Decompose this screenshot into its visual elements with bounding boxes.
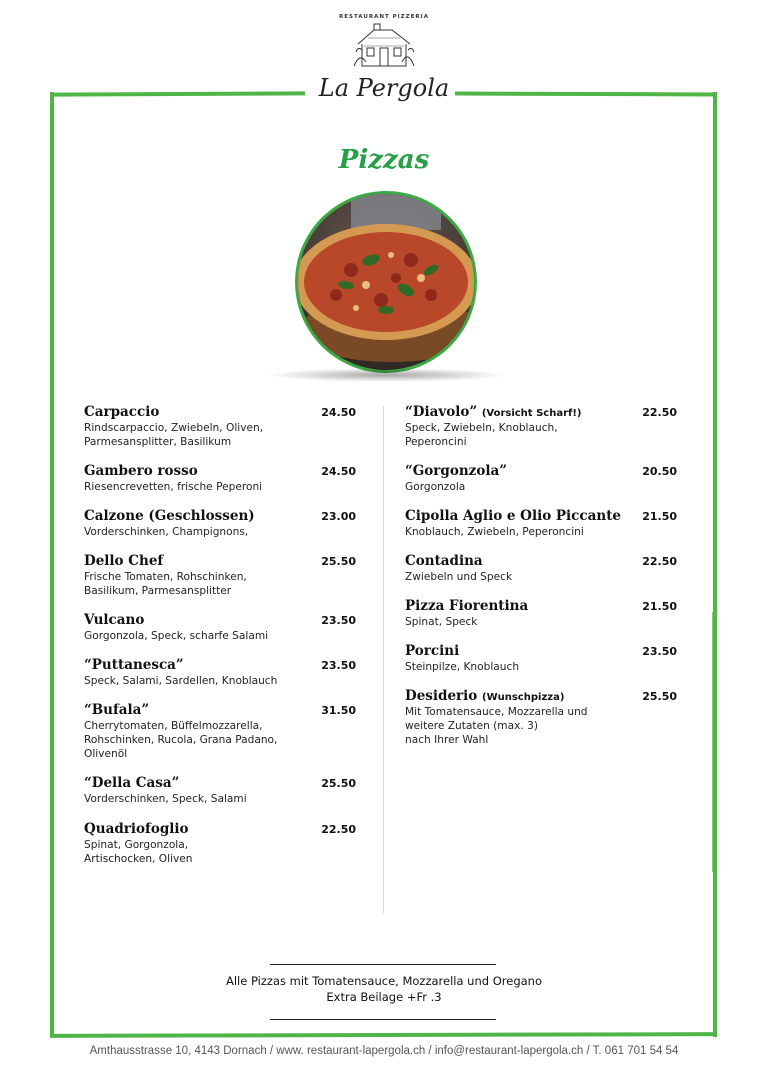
- item-price: 22.50: [642, 555, 677, 568]
- house-illustration-icon: [352, 22, 416, 68]
- pizza-photo: [281, 190, 491, 385]
- item-name: “Diavolo”: [405, 404, 478, 420]
- contact-address: Amthausstrasse 10, 4143 Dornach / www. restaurant-lapergola.ch / info@restaurant-lapergola.ch / T. 061 701 54 54: [89, 1045, 679, 1057]
- item-name: Pizza Fiorentina: [405, 598, 529, 614]
- logo-subtitle: RESTAURANT PIZZERIA: [339, 14, 429, 20]
- item-description: Speck, Zwiebeln, Knoblauch, Peperoncini: [405, 422, 558, 448]
- item-name: Contadina: [405, 553, 483, 569]
- page-title: Pizzas: [338, 145, 430, 175]
- item-name: “Bufala”: [84, 702, 150, 718]
- frame-top-left: [50, 91, 305, 96]
- item-description: Spinat, Speck: [405, 616, 478, 628]
- item-description: Steinpilze, Knoblauch: [405, 661, 520, 673]
- frame-right-stroke: [712, 612, 714, 872]
- item-price: 21.50: [642, 510, 677, 523]
- item-name: “Gorgonzola”: [405, 463, 507, 479]
- item-name-wrap: [405, 404, 581, 420]
- item-price: 23.50: [321, 659, 356, 672]
- item-note: (Vorsicht Scharf!): [481, 408, 582, 419]
- item-description: Vorderschinken, Speck, Salami: [84, 793, 247, 805]
- item-name: Gambero rosso: [84, 463, 198, 479]
- menu-item: [84, 775, 356, 806]
- item-note: (Wunschpizza): [482, 692, 565, 703]
- item-name: Vulcano: [84, 612, 145, 628]
- menu-item: [84, 702, 356, 761]
- menu-item: [405, 553, 677, 584]
- menu-item: [405, 463, 677, 494]
- menu-item: [405, 688, 677, 747]
- item-description: Knoblauch, Zwiebeln, Peperoncini: [405, 526, 584, 538]
- item-price: 24.50: [321, 406, 356, 419]
- item-name: “Puttanesca”: [84, 657, 184, 673]
- item-description: Vorderschinken, Champignons,: [84, 526, 249, 538]
- column-divider: [383, 406, 384, 913]
- item-price: 22.50: [642, 406, 677, 419]
- item-price: 20.50: [642, 465, 677, 478]
- item-description: Gorgonzola, Speck, scharfe Salami: [84, 630, 269, 642]
- item-price: 25.50: [321, 555, 356, 568]
- menu-item: [84, 612, 356, 643]
- menu-item: [84, 404, 356, 449]
- menu-item: [84, 553, 356, 598]
- menu-item: [84, 821, 356, 866]
- item-description: Cherrytomaten, Büffelmozzarella, Rohschinken, Rucola, Grana Padano, Olivenöl: [84, 720, 278, 760]
- item-price: 23.50: [321, 614, 356, 627]
- item-price: 23.50: [642, 645, 677, 658]
- frame-bottom: [50, 1032, 717, 1038]
- item-description: Gorgonzola: [405, 481, 466, 493]
- item-price: 25.50: [642, 690, 677, 703]
- item-name: Desiderio: [405, 688, 478, 704]
- item-description: Zwiebeln und Speck: [405, 571, 513, 583]
- footer-note-sauce: Alle Pizzas mit Tomatensauce, Mozzarella und Oregano: [226, 974, 542, 988]
- footer-rule-bottom: [270, 1019, 496, 1020]
- item-description: Riesencrevetten, frische Peperoni: [84, 481, 263, 493]
- menu-item: [405, 508, 677, 539]
- logo-name: La Pergola: [318, 74, 450, 102]
- menu-item: [84, 508, 356, 539]
- item-name: Calzone (Geschlossen): [84, 508, 255, 524]
- item-price: 21.50: [642, 600, 677, 613]
- item-price: 22.50: [321, 823, 356, 836]
- item-name: “Della Casa”: [84, 775, 180, 791]
- menu-item: [405, 598, 677, 629]
- item-name: Quadriofoglio: [84, 821, 189, 837]
- menu-item: [405, 643, 677, 674]
- photo-shadow: [266, 368, 506, 382]
- menu-item: [84, 463, 356, 494]
- frame-left-stroke: [52, 212, 54, 512]
- item-name: Porcini: [405, 643, 460, 659]
- item-price: 23.00: [321, 510, 356, 523]
- item-price: 25.50: [321, 777, 356, 790]
- item-description: Rindscarpaccio, Zwiebeln, Oliven, Parmesansplitter, Basilikum: [84, 422, 264, 448]
- item-name: Cipolla Aglio e Olio Piccante: [405, 508, 622, 524]
- item-price: 31.50: [321, 704, 356, 717]
- item-name-wrap: [405, 688, 564, 704]
- item-price: 24.50: [321, 465, 356, 478]
- menu-item: [84, 657, 356, 688]
- restaurant-logo: [305, 14, 463, 112]
- footer-note-extra: Extra Beilage +Fr .3: [326, 990, 442, 1004]
- pizza-image: [281, 190, 491, 375]
- item-description: Frische Tomaten, Rohschinken, Basilikum, Parmesansplitter: [84, 571, 247, 597]
- footer-rule-top: [270, 964, 496, 965]
- menu-item: [405, 404, 677, 449]
- frame-top-right: [455, 92, 717, 97]
- item-description: Speck, Salami, Sardellen, Knoblauch: [84, 675, 278, 687]
- frame-right: [713, 92, 717, 1037]
- item-description: Mit Tomatensauce, Mozzarella und weitere Zutaten (max. 3) nach Ihrer Wahl: [405, 706, 588, 746]
- item-name: Carpaccio: [84, 404, 160, 420]
- item-description: Spinat, Gorgonzola, Artischocken, Oliven: [84, 839, 193, 865]
- item-name: Dello Chef: [84, 553, 164, 569]
